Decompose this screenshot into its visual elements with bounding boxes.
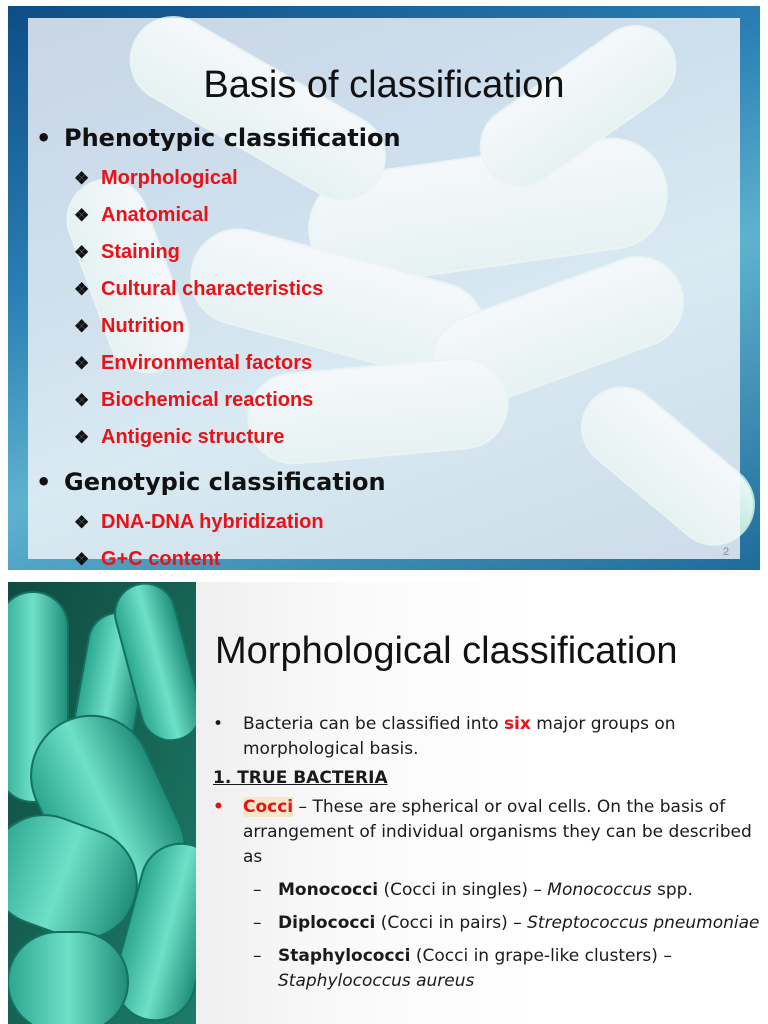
diamond-bullet-icon: ❖ bbox=[74, 317, 90, 336]
highlight-six: six bbox=[503, 714, 531, 734]
list-item: ❖ G+C content bbox=[74, 548, 221, 570]
list-item: ❖ Anatomical bbox=[74, 204, 209, 226]
diamond-bullet-icon: ❖ bbox=[74, 243, 90, 262]
genotypic-list bbox=[74, 511, 324, 570]
list-item: ❖ Biochemical reactions bbox=[74, 389, 314, 411]
slide-body bbox=[213, 712, 763, 994]
diamond-bullet-icon: ❖ bbox=[74, 169, 90, 188]
cocci-paragraph: • Cocci – These are spherical or oval cells. On the basis of arrangement of individual organisms they can be described as bbox=[213, 797, 752, 867]
genotypic-heading: • Genotypic classification bbox=[36, 468, 386, 496]
bullet-dot: • bbox=[36, 468, 52, 496]
diamond-bullet-icon: ❖ bbox=[74, 550, 90, 569]
diamond-bullet-icon: ❖ bbox=[74, 513, 90, 532]
bullet-dot: • bbox=[213, 797, 224, 817]
dash-bullet: – bbox=[253, 946, 262, 966]
diamond-bullet-icon: ❖ bbox=[74, 280, 90, 299]
cocci-term: Cocci bbox=[243, 797, 294, 817]
list-item: ❖ Morphological bbox=[74, 167, 238, 189]
list-item: ❖ Antigenic structure bbox=[74, 426, 285, 448]
slide-basis-of-classification bbox=[8, 6, 760, 570]
intro-paragraph: • Bacteria can be classified into six major groups on morphological basis. bbox=[213, 714, 676, 759]
slide-page-number: 2 bbox=[723, 546, 730, 558]
phenotypic-heading: • Phenotypic classification bbox=[36, 124, 401, 152]
diamond-bullet-icon: ❖ bbox=[74, 391, 90, 410]
dash-bullet: – bbox=[253, 913, 262, 933]
list-item: ❖ Environmental factors bbox=[74, 352, 313, 374]
slide-title: Basis of classification bbox=[203, 64, 565, 106]
bacteria-photo bbox=[8, 582, 196, 1024]
list-item: ❖ Nutrition bbox=[74, 315, 185, 337]
list-item: ❖ Cultural characteristics bbox=[74, 278, 324, 300]
slide-morphological-classification bbox=[8, 582, 768, 1024]
list-item: ❖ Staining bbox=[74, 241, 180, 263]
section-heading: 1. TRUE BACTERIA bbox=[213, 768, 388, 788]
cocci-type-item: – Staphylococci (Cocci in grape-like clusters) – Staphylococcus aureus bbox=[253, 946, 672, 991]
diamond-bullet-icon: ❖ bbox=[74, 354, 90, 373]
phenotypic-list bbox=[74, 167, 323, 463]
cocci-type-item: – Monococci (Cocci in singles) – Monococcus spp. bbox=[213, 878, 763, 903]
bullet-dot: • bbox=[36, 124, 52, 152]
bullet-dot: • bbox=[213, 714, 224, 734]
cocci-type-item: – Diplococci (Cocci in pairs) – Streptococcus pneumoniae bbox=[213, 911, 763, 936]
list-item: ❖ DNA-DNA hybridization bbox=[74, 511, 324, 533]
dash-bullet: – bbox=[253, 880, 262, 900]
diamond-bullet-icon: ❖ bbox=[74, 428, 90, 447]
slide-title: Morphological classification bbox=[215, 630, 678, 672]
diamond-bullet-icon: ❖ bbox=[74, 206, 90, 225]
